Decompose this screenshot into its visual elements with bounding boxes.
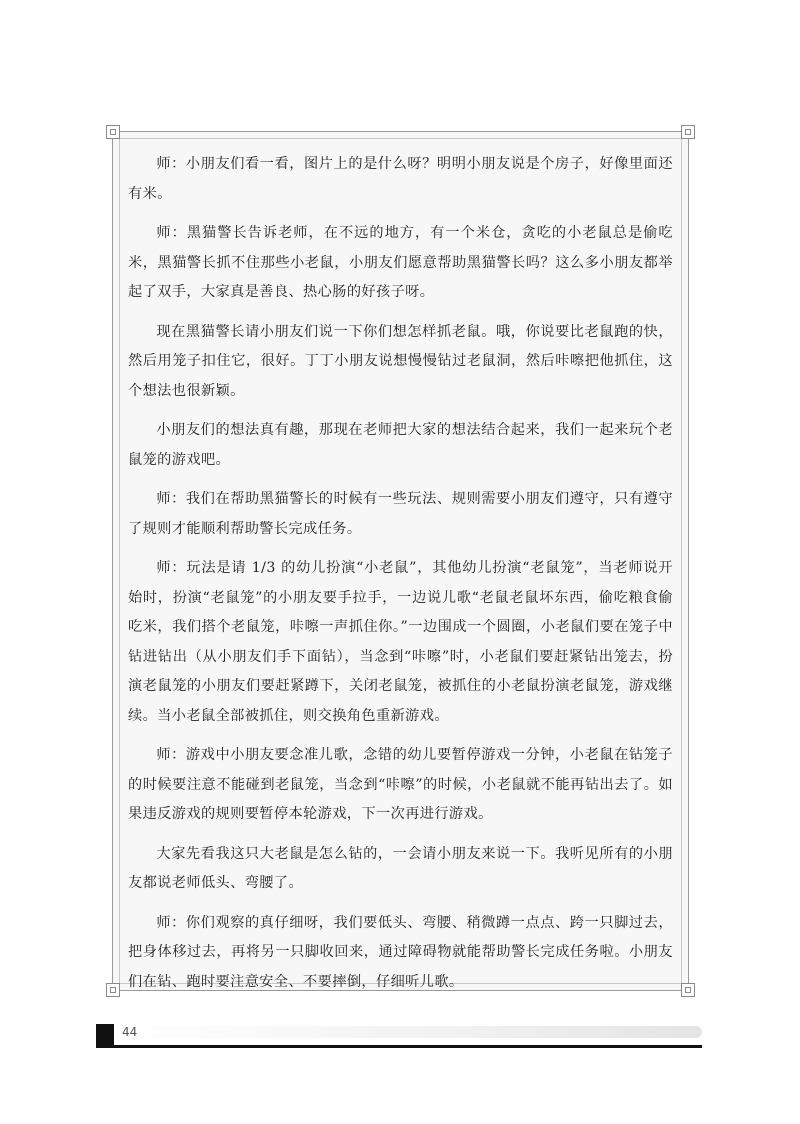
paragraph-5: 师：我们在帮助黑猫警长的时候有一些玩法、规则需要小朋友们遵守，只有遵守了规则才能顺利帮助警长完成任务。: [128, 491, 673, 537]
body-text: [128, 150, 673, 1007]
paragraph-8: 大家先看我这只大老鼠是怎么钻的，一会请小朋友来说一下。我听见所有的小朋友都说老师低头、弯腰了。: [128, 845, 673, 891]
frame-corner-ornament: [681, 983, 695, 997]
paragraph-3: 现在黑猫警长请小朋友们说一下你们想怎样抓老鼠。哦，你说要比老鼠跑的快，然后用笼子扣住它，很好。丁丁小朋友说想慢慢钻过老鼠洞，然后咔嚓把他抓住，这个想法也很新颖。: [128, 323, 673, 399]
footer-rule: [96, 1045, 702, 1048]
paragraph-4: 小朋友们的想法真有趣，那现在老师把大家的想法结合起来，我们一起来玩个老鼠笼的游戏吧。: [128, 422, 673, 468]
page-number: 44: [122, 1025, 138, 1039]
footer-gradient-bar: [114, 1026, 702, 1038]
paragraph-2: 师：黑猫警长告诉老师，在不远的地方，有一个米仓，贪吃的小老鼠总是偷吃米，黑猫警长抓不住那些小老鼠，小朋友们愿意帮助黑猫警长吗？这么多小朋友都举起了双手，大家真是善良、热心肠的好孩子呀。: [128, 225, 673, 300]
frame-corner-ornament: [106, 125, 120, 139]
paragraph-1: 师：小朋友们看一看，图片上的是什么呀？明明小朋友说是个房子，好像里面还有米。: [128, 156, 673, 202]
paragraph-6: 师：玩法是请 1/3 的幼儿扮演“小老鼠”，其他幼儿扮演“老鼠笼”，当老师说开始时，扮演“老鼠笼”的小朋友要手拉手，一边说儿歌“老鼠老鼠坏东西，偷吃粮食偷吃米，我们搭个老鼠笼，咔嚓一声抓住你。”一边围成一个圆圈，小老鼠们要在笼子中钻进钻出（从小朋友们手下面钻），当念到“咔嚓”时，小老鼠们要赶紧钻出笼去，扮演老鼠笼的小朋友们要赶紧蹲下，关闭老鼠笼，被抓住的小老鼠扮演老鼠笼，游戏继续。当小老鼠全部被抓住，则交换角色重新游戏。: [128, 560, 673, 724]
paragraph-7: 师：游戏中小朋友要念准儿歌，念错的幼儿要暂停游戏一分钟，小老鼠在钻笼子的时候要注意不能碰到老鼠笼，当念到“咔嚓”的时候，小老鼠就不能再钻出去了。如果违反游戏的规则要暂停本轮游戏，下一次再进行游戏。: [128, 747, 673, 822]
paragraph-9: 师：你们观察的真仔细呀，我们要低头、弯腰、稍微蹲一点点、跨一只脚过去，把身体移过去，再将另一只脚收回来，通过障碍物就能帮助警长完成任务啦。小朋友们在钻、跑时要注意安全、不要摔倒，仔细听儿歌。: [128, 914, 673, 990]
frame-corner-ornament: [681, 125, 695, 139]
frame-corner-ornament: [106, 983, 120, 997]
